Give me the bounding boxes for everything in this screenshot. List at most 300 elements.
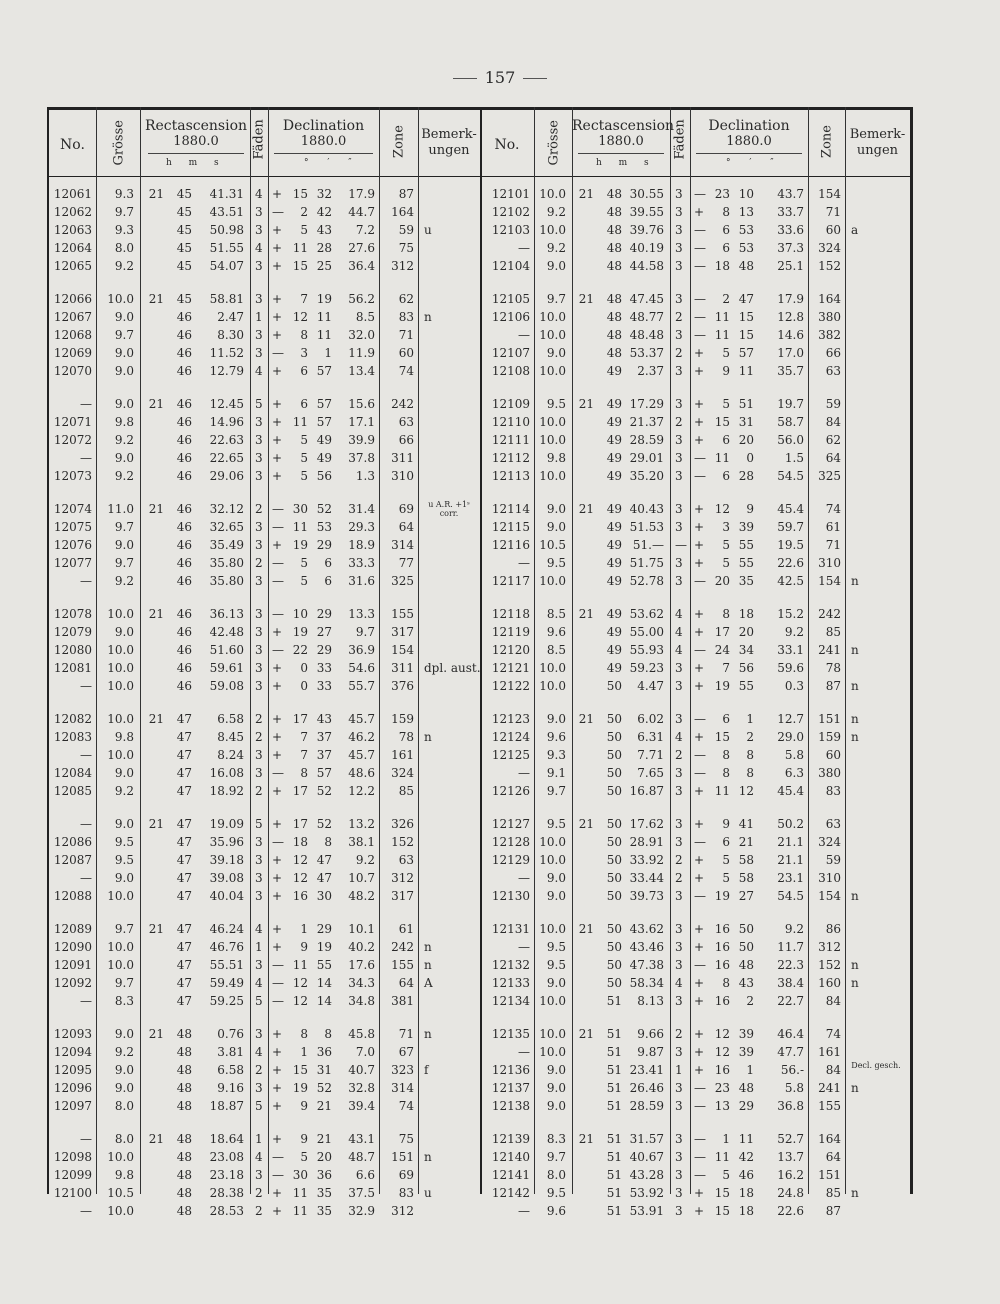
decl-arcsec: 17.1 (348, 415, 375, 429)
decl-degrees: 19 (292, 538, 308, 552)
decl-sign: — (694, 259, 706, 273)
table-row (0, 1097, 1000, 1115)
zone-number: 380 (818, 766, 841, 780)
faeden-count: 3 (675, 679, 683, 693)
star-number: 12114 (491, 502, 530, 516)
decl-sign: + (694, 784, 705, 798)
zone-number: 85 (825, 625, 841, 639)
ra-seconds: 40.43 (629, 502, 664, 516)
decl-arcmin: 39 (738, 1045, 754, 1059)
star-number: 12103 (491, 223, 530, 237)
ra-seconds: 33.44 (629, 871, 664, 885)
decl-arcsec: 34.8 (348, 994, 375, 1008)
faeden-count: 3 (675, 259, 683, 273)
magnitude: 10.0 (107, 748, 134, 762)
decl-arcmin: 32 (316, 187, 332, 201)
zone-number: 160 (818, 976, 841, 990)
ra-minutes: 51 (606, 1150, 622, 1164)
zone-number: 242 (391, 940, 414, 954)
star-number: 12091 (53, 958, 92, 972)
decl-arcsec: 33.7 (777, 205, 804, 219)
ra-minutes: 51 (606, 1204, 622, 1218)
zone-number: 155 (818, 1099, 841, 1113)
decl-degrees: 11 (292, 1204, 308, 1218)
faeden-count: 2 (675, 853, 683, 867)
zone-number: 63 (398, 853, 414, 867)
decl-degrees: 9 (300, 1132, 308, 1146)
decl-arcsec: 36.9 (348, 643, 375, 657)
star-number: 12090 (53, 940, 92, 954)
decl-arcmin: 19 (316, 940, 332, 954)
ra-seconds: 21.37 (629, 415, 664, 429)
faeden-count: 5 (255, 817, 263, 831)
faeden-count: 4 (675, 730, 683, 744)
ra-minutes: 46 (176, 538, 192, 552)
magnitude: 10.0 (539, 1045, 566, 1059)
ra-minutes: 47 (176, 730, 192, 744)
magnitude: 9.0 (114, 1063, 134, 1077)
magnitude: 9.0 (546, 346, 566, 360)
magnitude: 9.2 (114, 574, 134, 588)
magnitude: 8.5 (546, 607, 566, 621)
zone-number: 161 (818, 1045, 841, 1059)
zone-number: 154 (818, 187, 841, 201)
faeden-count: 3 (675, 1099, 683, 1113)
table-row (0, 659, 1000, 677)
ra-seconds: 22.63 (209, 433, 244, 447)
decl-degrees: 11 (292, 415, 308, 429)
zone-number: 60 (825, 748, 841, 762)
decl-degrees: 13 (714, 1099, 730, 1113)
decl-degrees: 17 (714, 625, 730, 639)
decl-arcmin: 52 (316, 817, 332, 831)
ra-minutes: 48 (176, 1045, 192, 1059)
ra-minutes: 47 (176, 940, 192, 954)
star-number: — (518, 871, 530, 885)
decl-degrees: 1 (300, 922, 308, 936)
star-number: 12107 (491, 346, 530, 360)
decl-arcmin: 39 (738, 520, 754, 534)
decl-degrees: 5 (722, 871, 730, 885)
ra-hours: 21 (148, 1132, 164, 1146)
ra-seconds: 53.92 (629, 1186, 664, 1200)
decl-degrees: 17 (292, 712, 308, 726)
ra-seconds: 48.48 (629, 328, 664, 342)
faeden-count: 3 (675, 397, 683, 411)
ra-seconds: 47.38 (629, 958, 664, 972)
star-number: 12102 (491, 205, 530, 219)
ra-seconds: 42.48 (209, 625, 244, 639)
ra-seconds: 52.78 (629, 574, 664, 588)
decl-arcsec: 21.1 (777, 853, 804, 867)
ra-minutes: 50 (606, 940, 622, 954)
decl-arcmin: 35 (316, 1186, 332, 1200)
decl-degrees: 6 (300, 397, 308, 411)
decl-arcsec: 14.6 (777, 328, 804, 342)
left-header-ra: Rectascension (144, 118, 248, 134)
magnitude: 9.2 (114, 433, 134, 447)
star-number: — (80, 574, 92, 588)
zone-number: 86 (825, 922, 841, 936)
decl-arcsec: 33.3 (348, 556, 375, 570)
zone-number: 60 (825, 223, 841, 237)
decl-arcsec: 9.2 (784, 922, 804, 936)
magnitude: 11.0 (107, 502, 134, 516)
decl-degrees: 12 (714, 502, 730, 516)
decl-degrees: 0 (300, 661, 308, 675)
decl-arcsec: 21.1 (777, 835, 804, 849)
ra-seconds: 39.73 (629, 889, 664, 903)
ra-minutes: 48 (606, 187, 622, 201)
ra-minutes: 47 (176, 976, 192, 990)
faeden-count: 3 (675, 451, 683, 465)
ra-minutes: 45 (176, 187, 192, 201)
faeden-count: 3 (675, 205, 683, 219)
decl-degrees: 8 (722, 205, 730, 219)
star-number: 12080 (53, 643, 92, 657)
ra-minutes: 50 (606, 784, 622, 798)
decl-sign: — (272, 346, 284, 360)
table-row (0, 431, 1000, 449)
table-row (0, 815, 1000, 833)
magnitude: 9.0 (546, 502, 566, 516)
faeden-count: 4 (255, 1045, 263, 1059)
decl-sign: + (272, 259, 283, 273)
faeden-count: 5 (255, 994, 263, 1008)
ra-seconds: 33.92 (629, 853, 664, 867)
decl-sign: + (272, 889, 283, 903)
decl-arcsec: 13.2 (348, 817, 375, 831)
zone-number: 164 (391, 205, 414, 219)
decl-arcmin: 41 (738, 817, 754, 831)
decl-arcsec: 16.2 (777, 1168, 804, 1182)
faeden-count: 3 (675, 328, 683, 342)
faeden-count: 2 (675, 1027, 683, 1041)
decl-degrees: 6 (722, 469, 730, 483)
decl-sign: — (694, 310, 706, 324)
star-number: 12077 (53, 556, 92, 570)
faeden-count: 4 (675, 625, 683, 639)
ra-seconds: 46.24 (209, 922, 244, 936)
decl-arcsec: 7.0 (355, 1045, 375, 1059)
zone-number: 310 (391, 469, 414, 483)
zone-number: 152 (391, 835, 414, 849)
faeden-count: 3 (255, 451, 263, 465)
zone-number: 152 (818, 958, 841, 972)
decl-arcmin: 34 (738, 643, 754, 657)
star-number: 12110 (491, 415, 530, 429)
ra-seconds: 18.87 (209, 1099, 244, 1113)
magnitude: 9.0 (114, 364, 134, 378)
decl-arcmin: 6 (324, 556, 332, 570)
table-row (0, 1184, 1000, 1202)
ra-minutes: 46 (176, 310, 192, 324)
decl-arcsec: 54.5 (777, 469, 804, 483)
ra-seconds: 59.23 (629, 661, 664, 675)
star-number: 12126 (491, 784, 530, 798)
zone-number: 311 (391, 661, 414, 675)
ra-minutes: 48 (176, 1204, 192, 1218)
zone-number: 164 (818, 1132, 841, 1146)
star-number: — (518, 766, 530, 780)
ra-minutes: 45 (176, 259, 192, 273)
ra-seconds: 29.06 (209, 469, 244, 483)
decl-arcsec: 33.6 (777, 223, 804, 237)
magnitude: 9.3 (114, 187, 134, 201)
decl-arcsec: 45.4 (777, 502, 804, 516)
decl-degrees: 8 (300, 766, 308, 780)
decl-arcsec: 17.6 (348, 958, 375, 972)
decl-degrees: 8 (300, 328, 308, 342)
magnitude: 9.8 (546, 451, 566, 465)
star-number: 12116 (491, 538, 530, 552)
decl-arcmin: 12 (738, 784, 754, 798)
ra-seconds: 7.65 (637, 766, 664, 780)
decl-degrees: 15 (292, 259, 308, 273)
decl-degrees: 6 (722, 835, 730, 849)
zone-number: 376 (391, 679, 414, 693)
ra-minutes: 46 (176, 661, 192, 675)
decl-sign: + (272, 292, 283, 306)
decl-arcmin: 14 (316, 976, 332, 990)
decl-arcsec: 8.5 (355, 310, 375, 324)
magnitude: 10.0 (107, 940, 134, 954)
faeden-count: 3 (255, 292, 263, 306)
ra-minutes: 47 (176, 766, 192, 780)
decl-sign: — (272, 835, 284, 849)
table-row (0, 920, 1000, 938)
star-number: 12120 (491, 643, 530, 657)
magnitude: 10.0 (539, 574, 566, 588)
decl-arcmin: 49 (316, 433, 332, 447)
magnitude: 9.0 (114, 451, 134, 465)
zone-number: 241 (818, 1081, 841, 1095)
magnitude: 9.5 (546, 556, 566, 570)
decl-arcmin: 8 (746, 748, 754, 762)
decl-sign: + (694, 661, 705, 675)
decl-sign: + (272, 730, 283, 744)
ra-seconds: 2.37 (637, 364, 664, 378)
decl-arcmin: 37 (316, 748, 332, 762)
zone-number: 324 (818, 835, 841, 849)
decl-arcsec: 44.7 (348, 205, 375, 219)
ra-seconds: 43.51 (209, 205, 244, 219)
table-row (0, 344, 1000, 362)
ra-minutes: 50 (606, 835, 622, 849)
decl-degrees: 11 (714, 328, 730, 342)
decl-arcmin: 6 (324, 574, 332, 588)
faeden-count: 3 (675, 502, 683, 516)
faeden-count: 3 (255, 538, 263, 552)
faeden-count: 3 (255, 835, 263, 849)
zone-number: 85 (825, 1186, 841, 1200)
decl-sign: + (272, 679, 283, 693)
decl-arcmin: 20 (738, 433, 754, 447)
faeden-count: 3 (255, 871, 263, 885)
faeden-count: 3 (255, 679, 263, 693)
decl-arcsec: 5.8 (784, 748, 804, 762)
decl-degrees: 5 (722, 853, 730, 867)
zone-number: 151 (391, 1150, 414, 1164)
remark: f (424, 1063, 429, 1077)
decl-sign: + (694, 397, 705, 411)
decl-sign: — (694, 1168, 706, 1182)
magnitude: 9.5 (546, 397, 566, 411)
decl-sign: + (694, 994, 705, 1008)
decl-arcmin: 39 (738, 1027, 754, 1041)
remark: u (424, 1186, 432, 1200)
decl-sign: + (694, 556, 705, 570)
magnitude: 9.0 (546, 520, 566, 534)
ra-hours: 21 (148, 1027, 164, 1041)
magnitude: 10.0 (539, 469, 566, 483)
decl-arcmin: 52 (316, 502, 332, 516)
magnitude: 8.0 (546, 1168, 566, 1182)
decl-sign: + (694, 538, 705, 552)
decl-arcmin: 10 (738, 187, 754, 201)
faeden-count: 3 (675, 433, 683, 447)
remark: n (851, 574, 859, 588)
decl-arcmin: 8 (746, 766, 754, 780)
decl-degrees: 12 (714, 1027, 730, 1041)
right-header-bem2: ungen (856, 143, 899, 158)
ra-seconds: 35.96 (209, 835, 244, 849)
decl-arcsec: 56.2 (348, 292, 375, 306)
decl-arcmin: 53 (316, 520, 332, 534)
star-number: 12063 (53, 223, 92, 237)
zone-number: 61 (398, 922, 414, 936)
ra-minutes: 47 (176, 922, 192, 936)
star-number: 12105 (491, 292, 530, 306)
decl-sign: + (272, 364, 283, 378)
ra-hours: 21 (578, 1027, 594, 1041)
decl-sign: + (694, 607, 705, 621)
decl-arcmin: 47 (316, 871, 332, 885)
magnitude: 10.0 (539, 415, 566, 429)
faeden-count: 4 (675, 643, 683, 657)
zone-number: 83 (398, 1186, 414, 1200)
ra-seconds: 53.37 (629, 346, 664, 360)
decl-degrees: 15 (714, 415, 730, 429)
magnitude: 9.0 (114, 346, 134, 360)
ra-seconds: 18.64 (209, 1132, 244, 1146)
decl-sign: + (694, 502, 705, 516)
star-number: 12094 (53, 1045, 92, 1059)
decl-arcsec: 32.8 (348, 1081, 375, 1095)
star-number: 12096 (53, 1081, 92, 1095)
left-header-faeden: Fäden (251, 119, 267, 160)
ra-seconds: 59.08 (209, 679, 244, 693)
decl-sign: + (694, 346, 705, 360)
ra-minutes: 47 (176, 889, 192, 903)
faeden-count: 3 (675, 1204, 683, 1218)
decl-degrees: 5 (300, 433, 308, 447)
magnitude: 9.0 (114, 625, 134, 639)
table-row (0, 938, 1000, 956)
decl-arcsec: 48.6 (348, 766, 375, 780)
faeden-count: 3 (255, 853, 263, 867)
zone-number: 87 (398, 187, 414, 201)
decl-arcmin: 43 (738, 976, 754, 990)
decl-arcmin: 49 (316, 451, 332, 465)
table-row (0, 467, 1000, 485)
decl-sign: — (694, 643, 706, 657)
zone-number: 382 (818, 328, 841, 342)
decl-arcsec: 15.6 (348, 397, 375, 411)
magnitude: 9.0 (546, 976, 566, 990)
decl-arcsec: 38.1 (348, 835, 375, 849)
zone-number: 84 (825, 994, 841, 1008)
magnitude: 8.3 (114, 994, 134, 1008)
ra-minutes: 48 (176, 1168, 192, 1182)
faeden-count: 2 (255, 556, 263, 570)
decl-arcmin: 29 (316, 922, 332, 936)
decl-arcmin: 14 (316, 994, 332, 1008)
zone-number: 325 (818, 469, 841, 483)
table-row (0, 764, 1000, 782)
magnitude: 10.0 (539, 922, 566, 936)
decl-arcsec: 34.3 (348, 976, 375, 990)
zone-number: 78 (825, 661, 841, 675)
decl-degrees: 30 (292, 502, 308, 516)
decl-arcmin: 28 (738, 469, 754, 483)
faeden-count: 4 (255, 187, 263, 201)
table-row (0, 1130, 1000, 1148)
decl-arcsec: 36.4 (348, 259, 375, 273)
ra-minutes: 51 (606, 1099, 622, 1113)
zone-number: 66 (398, 433, 414, 447)
decl-degrees: 1 (300, 1045, 308, 1059)
ra-seconds: 55.93 (629, 643, 664, 657)
decl-arcmin: 21 (316, 1099, 332, 1113)
star-number: 12133 (491, 976, 530, 990)
ra-minutes: 46 (176, 346, 192, 360)
decl-sign: + (272, 415, 283, 429)
decl-arcsec: 46.4 (777, 1027, 804, 1041)
decl-degrees: 3 (300, 346, 308, 360)
remark: u A.R. +1ˢ corr. (428, 500, 470, 518)
star-number: 12064 (53, 241, 92, 255)
magnitude: 10.0 (539, 1027, 566, 1041)
decl-sign: — (272, 994, 284, 1008)
left-header-ra-units: h m s (166, 158, 221, 168)
ra-minutes: 50 (606, 730, 622, 744)
magnitude: 10.0 (539, 223, 566, 237)
zone-number: 87 (825, 1204, 841, 1218)
magnitude: 8.0 (114, 1132, 134, 1146)
decl-degrees: 8 (722, 766, 730, 780)
magnitude: 9.0 (546, 1081, 566, 1095)
faeden-count: 3 (675, 520, 683, 534)
star-number: 12129 (491, 853, 530, 867)
decl-sign: — (272, 574, 284, 588)
zone-number: 59 (825, 397, 841, 411)
magnitude: 10.0 (107, 889, 134, 903)
decl-arcmin: 33 (316, 661, 332, 675)
decl-sign: + (272, 538, 283, 552)
decl-arcmin: 48 (738, 958, 754, 972)
right-header-zone: Zone (819, 125, 834, 158)
remark: n (851, 679, 859, 693)
ra-seconds: 53.91 (629, 1204, 664, 1218)
decl-sign: + (272, 433, 283, 447)
ra-minutes: 48 (606, 292, 622, 306)
ra-hours: 21 (148, 502, 164, 516)
faeden-count: 3 (675, 1132, 683, 1146)
star-number: 12093 (53, 1027, 92, 1041)
faeden-count: 3 (255, 574, 263, 588)
faeden-count: 3 (255, 607, 263, 621)
